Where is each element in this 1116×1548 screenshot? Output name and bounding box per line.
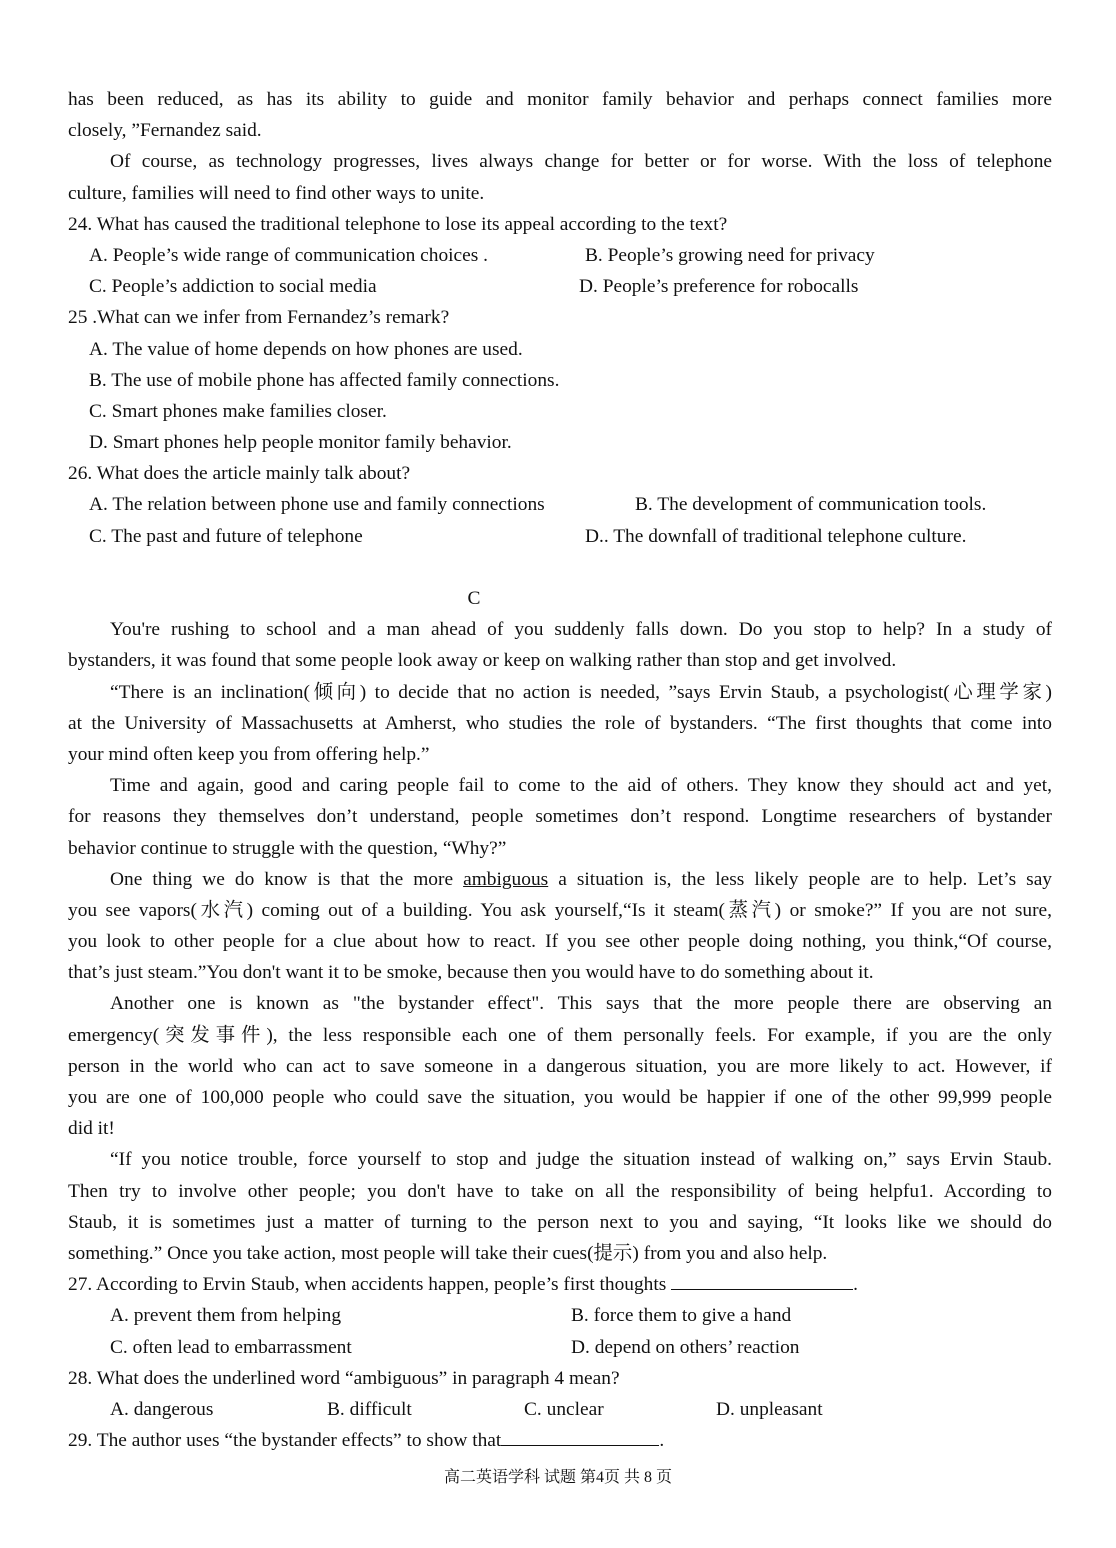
passage-line: for reasons they themselves don’t understand, people sometimes don’t respond. Longtime researchers of bystander [68,806,1052,828]
option-b: B. People’s growing need for privacy [585,244,875,266]
option-b: B. The use of mobile phone has affected family connections. [89,369,560,391]
passage-line: closely, ”Fernandez said. [68,120,262,142]
passage-line: you look to other people for a clue about how to react. If you see other people doing nothing, you think,“Of course, [68,931,1052,953]
passage-line: something.” Once you take action, most people will take their cues(提示) from you and also help. [68,1242,828,1264]
option-a: A. The relation between phone use and family connections [89,494,545,516]
passage-line: person in the world who can act to save someone in a dangerous situation, you are more likely to act. However, if [68,1055,1052,1077]
section-heading: C [467,588,481,609]
question-28-stem: 28. What does the underlined word “ambiguous” in paragraph 4 mean? [68,1367,620,1389]
question-27-options-row [68,1332,1052,1363]
passage-line: Time and again, good and caring people fail to come to the aid of others. They know they should act and yet, [110,775,1052,797]
question-29-stem [68,1425,1052,1456]
option-c: C. often lead to embarrassment [110,1336,352,1358]
stem-end: . [853,1274,859,1296]
option-d: D. Smart phones help people monitor family behavior. [89,432,512,454]
option-b: B. difficult [327,1398,412,1420]
passage-line: culture, families will need to find other ways to unite. [68,182,485,204]
passage-line: Then try to involve other people; you don't have to take on all the responsibility of being helpfu1. According to [68,1180,1052,1202]
question-26-options-row [68,489,1052,520]
option-a: A. People’s wide range of communication choices . [89,244,489,266]
passage-line: bystanders, it was found that some people look away or keep on walking rather than stop and get involved. [68,650,897,672]
page-footer: 高二英语学科 试题 第4页 共 8 页 [443,1469,672,1486]
passage-line: Of course, as technology progresses, lives always change for better or for worse. With the loss of telephone [110,151,1052,173]
passage-line: “There is an inclination(倾向) to decide that no action is needed, ”says Ervin Staub, a psychologist(心理学家) [110,681,1052,703]
passage-line: you are one of 100,000 people who could save the situation, you would be happier if one of the other 99,999 people [68,1087,1052,1108]
question-24-stem: 24. What has caused the traditional telephone to lose its appeal according to the text? [68,213,728,235]
exam-page [68,84,1052,1456]
option-b: B. force them to give a hand [571,1305,792,1327]
option-b: B. The development of communication tools. [635,494,987,516]
passage-line: Another one is known as "the bystander effect". This says that the more people there are observing an [110,993,1052,1015]
question-26-options-row [68,521,1052,552]
option-a: A. The value of home depends on how phones are used. [89,338,523,360]
text-run: a situation is, the less likely people are to help. Let’s say [548,868,1052,890]
passage-line: “If you notice trouble, force yourself to stop and judge the situation instead of walking on,” says Ervin Staub. [110,1149,1052,1171]
option-d: D. depend on others’ reaction [571,1336,800,1358]
passage-line: has been reduced, as has its ability to guide and monitor family behavior and perhaps connect families more [68,89,1052,110]
option-a: A. dangerous [110,1398,214,1420]
option-c: C. People’s addiction to social media [89,276,377,298]
passage-line: did it! [68,1118,115,1140]
stem-text: 29. The author uses “the bystander effects” to show that [68,1430,502,1452]
passage-line: that’s just steam.”You don't want it to be smoke, because then you would have to do something about it. [68,962,874,984]
option-c: C. The past and future of telephone [89,525,363,547]
stem-text: 27. According to Ervin Staub, when accidents happen, people’s first thoughts [68,1274,667,1296]
stem-end: . [659,1430,665,1452]
spacer [68,552,1052,583]
option-d: D. unpleasant [716,1398,823,1420]
passage-line: emergency(突发事件), the less responsible each one of them personally feels. For example, if you are the only [68,1024,1052,1046]
text-run: One thing we do know is that the more [110,868,464,890]
question-26-stem: 26. What does the article mainly talk about? [68,463,411,485]
answer-blank[interactable] [671,1269,853,1290]
passage-line: you see vapors(水汽) coming out of a building. You ask yourself,“Is it steam(蒸汽) or smoke?” If you are not sure, [68,899,1052,921]
passage-line: at the University of Massachusetts at Amherst, who studies the role of bystanders. “The first thoughts that come into [68,712,1052,734]
question-28-options-row [68,1394,1052,1425]
option-d: D. People’s preference for robocalls [579,276,859,298]
underlined-word: ambiguous [463,868,549,890]
question-27-stem [68,1269,1052,1300]
passage-line [68,864,1052,895]
question-24-options-row [68,271,1052,302]
option-c: C. Smart phones make families closer. [89,400,387,422]
answer-blank[interactable] [501,1425,659,1446]
passage-line: your mind often keep you from offering help.” [68,743,430,765]
question-24-options-row [68,240,1052,271]
passage-line: behavior continue to struggle with the question, “Why?” [68,837,507,859]
option-c: C. unclear [524,1398,604,1420]
passage-line: You're rushing to school and a man ahead of you suddenly falls down. Do you stop to help? In a study of [110,619,1052,641]
question-25-stem: 25 .What can we infer from Fernandez’s remark? [68,307,450,329]
option-a: A. prevent them from helping [110,1305,342,1327]
passage-line: Staub, it is sometimes just a matter of turning to the person next to you and saying, “It looks like we should do [68,1211,1052,1233]
question-27-options-row [68,1300,1052,1331]
option-d: D.. The downfall of traditional telephone culture. [585,525,967,547]
